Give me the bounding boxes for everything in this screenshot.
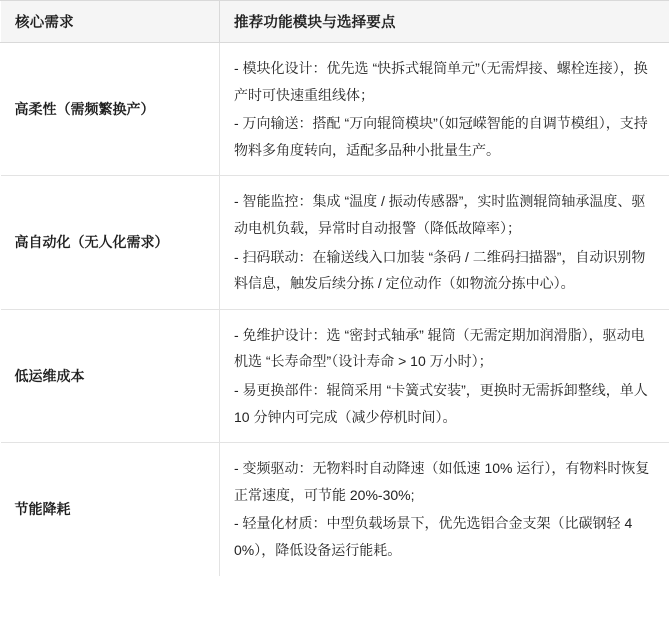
- row-key-high-automation: 高自动化（无人化需求）: [1, 176, 220, 309]
- table-row: [1, 309, 669, 442]
- row-value-low-maintenance-cost: [220, 309, 669, 442]
- table-row: [1, 43, 669, 176]
- value-line: - 智能监控：集成 “温度 / 振动传感器”，实时监测辊筒轴承温度、驱动电机负载，异常时自动报警（降低故障率）；: [234, 193, 646, 236]
- row-value-high-flexibility: [220, 43, 669, 176]
- column-header-core-requirement: 核心需求: [1, 1, 220, 43]
- value-line: - 模块化设计：优先选 “快拆式辊筒单元”（无需焊接、螺栓连接），换产时可快速重组线体；: [234, 60, 648, 103]
- column-header-recommended-modules: 推荐功能模块与选择要点: [220, 1, 669, 43]
- table-body: [1, 43, 669, 577]
- value-line: - 扫码联动：在输送线入口加装 “条码 / 二维码扫描器”，自动识别物料信息，触发后续分拣 / 定位动作（如物流分拣中心）。: [234, 248, 646, 292]
- value-line: - 万向输送：搭配 “万向辊筒模块”（如冠嵘智能的自调节模组），支持物料多角度转向，适配多品种小批量生产。: [234, 115, 648, 158]
- value-line: - 易更换部件：辊筒采用 “卡簧式安装”，更换时无需拆卸整线，单人 10 分钟内可完成（减少停机时间）。: [234, 381, 648, 425]
- table-header-row: [1, 1, 669, 43]
- row-key-high-flexibility: 高柔性（需频繁换产）: [1, 43, 220, 176]
- row-value-energy-saving: [220, 443, 669, 576]
- value-line: - 免维护设计：选 “密封式轴承” 辊筒（无需定期加润滑脂），驱动电机选 “长寿命型”（设计寿命 > 10 万小时）；: [234, 326, 645, 370]
- row-value-high-automation: [220, 176, 669, 309]
- table-row: [1, 443, 669, 576]
- table-row: [1, 176, 669, 309]
- row-key-low-maintenance-cost: 低运维成本: [1, 309, 220, 442]
- row-key-energy-saving: 节能降耗: [1, 443, 220, 576]
- value-line: - 轻量化材质：中型负载场景下，优先选铝合金支架（比碳钢轻 40%），降低设备运行能耗。: [234, 515, 633, 558]
- value-line: - 变频驱动：无物料时自动降速（如低速 10% 运行），有物料时恢复正常速度，可节能 20%-30%;: [234, 460, 650, 503]
- table-head: [1, 1, 669, 43]
